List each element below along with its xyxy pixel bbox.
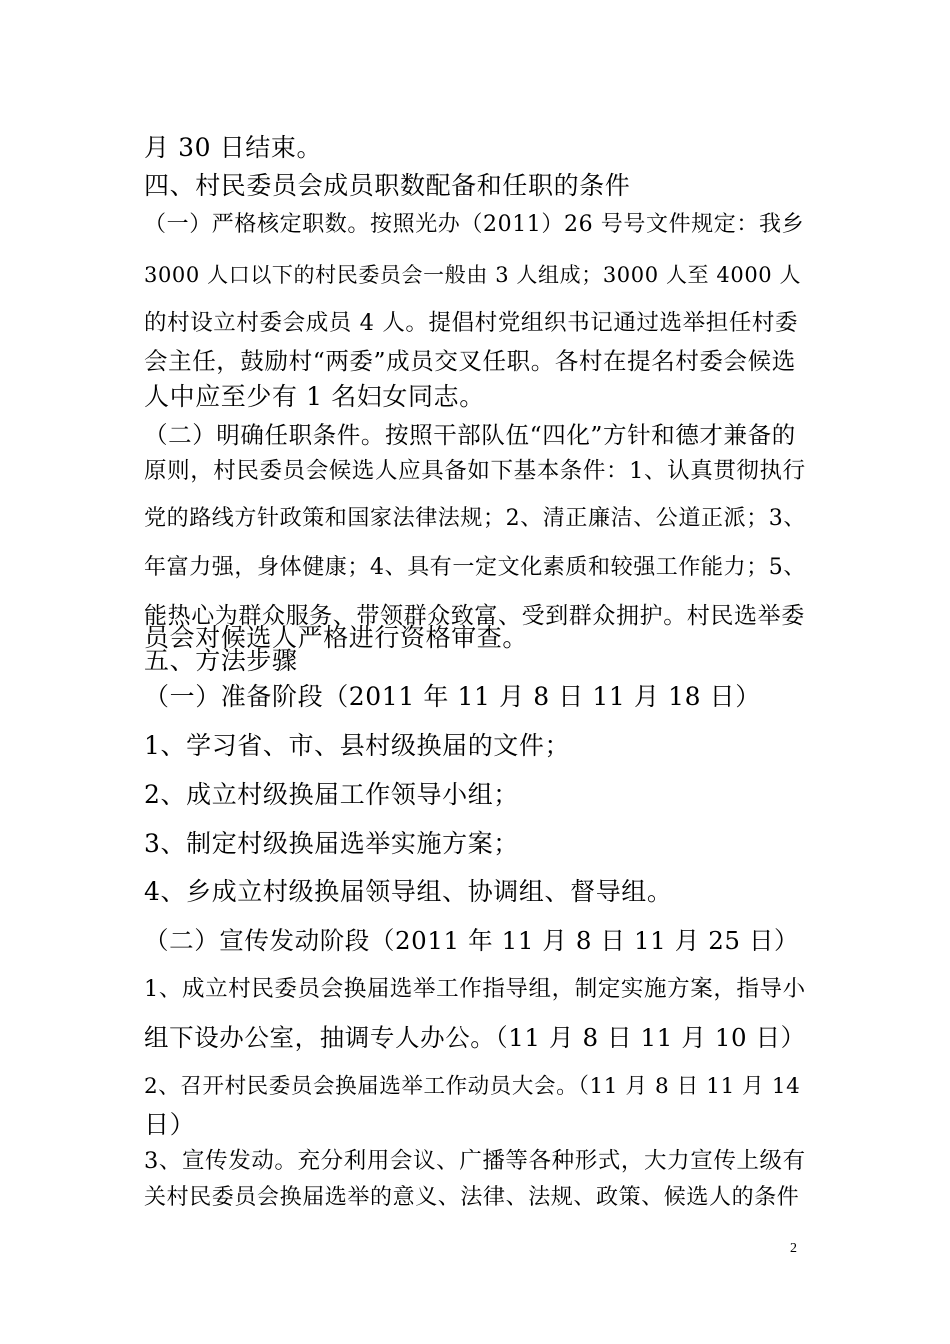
- text-line: 原则，村民委员会候选人应具备如下基本条件：1、认真贯彻执行: [144, 458, 806, 484]
- text-line: 3000 人口以下的村民委员会一般由 3 人组成；3000 人至 4000 人: [144, 263, 802, 287]
- text-line: 党的路线方针政策和国家法律法规；2、清正廉洁、公道正派；3、: [144, 506, 806, 531]
- text-line: 组下设办公室，抽调专人办公。（11 月 8 日 11 月 10 日）: [144, 1023, 806, 1052]
- text-line: 员会对候选人严格进行资格审查。: [144, 623, 529, 652]
- list-item: 1、学习省、市、县村级换届的文件；: [144, 731, 571, 760]
- text-line: 能热心为群众服务、带领群众致富、受到群众拥护。村民选举委: [144, 603, 805, 629]
- text-line: （一）严格核定职数。按照光办（2011）26 号号文件规定：我乡: [144, 212, 805, 237]
- text-line: 日）: [144, 1110, 196, 1139]
- section-heading: 四、村民委员会成员职数配备和任职的条件: [144, 171, 631, 200]
- list-item: 3、宣传发动。充分利用会议、广播等各种形式，大力宣传上级有: [144, 1148, 806, 1174]
- list-item: 2、成立村级换届工作领导小组；: [144, 780, 519, 809]
- list-item: 3、制定村级换届选举实施方案；: [144, 829, 519, 858]
- page-number: 2: [790, 1241, 797, 1256]
- list-item: 1、成立村民委员会换届选举工作指导组，制定实施方案，指导小: [144, 976, 806, 1002]
- text-line: （二）宣传发动阶段（2011 年 11 月 8 日 11 月 25 日）: [144, 926, 800, 955]
- text-line: （一）准备阶段（2011 年 11 月 8 日 11 月 18 日）: [144, 682, 761, 711]
- text-line: 年富力强，身体健康；4、具有一定文化素质和较强工作能力；5、: [144, 555, 806, 580]
- text-line: 的村设立村委会成员 4 人。提倡村党组织书记通过选举担任村委: [144, 310, 799, 336]
- text-line: （二）明确任职条件。按照干部队伍“四化”方针和德才兼备的: [144, 421, 796, 449]
- text-line: 会主任，鼓励村“两委”成员交叉任职。各村在提名村委会候选: [144, 347, 796, 375]
- list-item: 4、乡成立村级换届领导组、协调组、督导组。: [144, 877, 673, 906]
- list-item: 2、召开村民委员会换届选举工作动员大会。（11 月 8 日 11 月 14: [144, 1074, 801, 1099]
- text-line: 人中应至少有 1 名妇女同志。: [144, 382, 485, 411]
- text-line: 月 30 日结束。: [144, 133, 323, 162]
- section-heading: 五、方法步骤: [144, 646, 298, 675]
- text-line: 关村民委员会换届选举的意义、法律、法规、政策、候选人的条件: [144, 1185, 800, 1210]
